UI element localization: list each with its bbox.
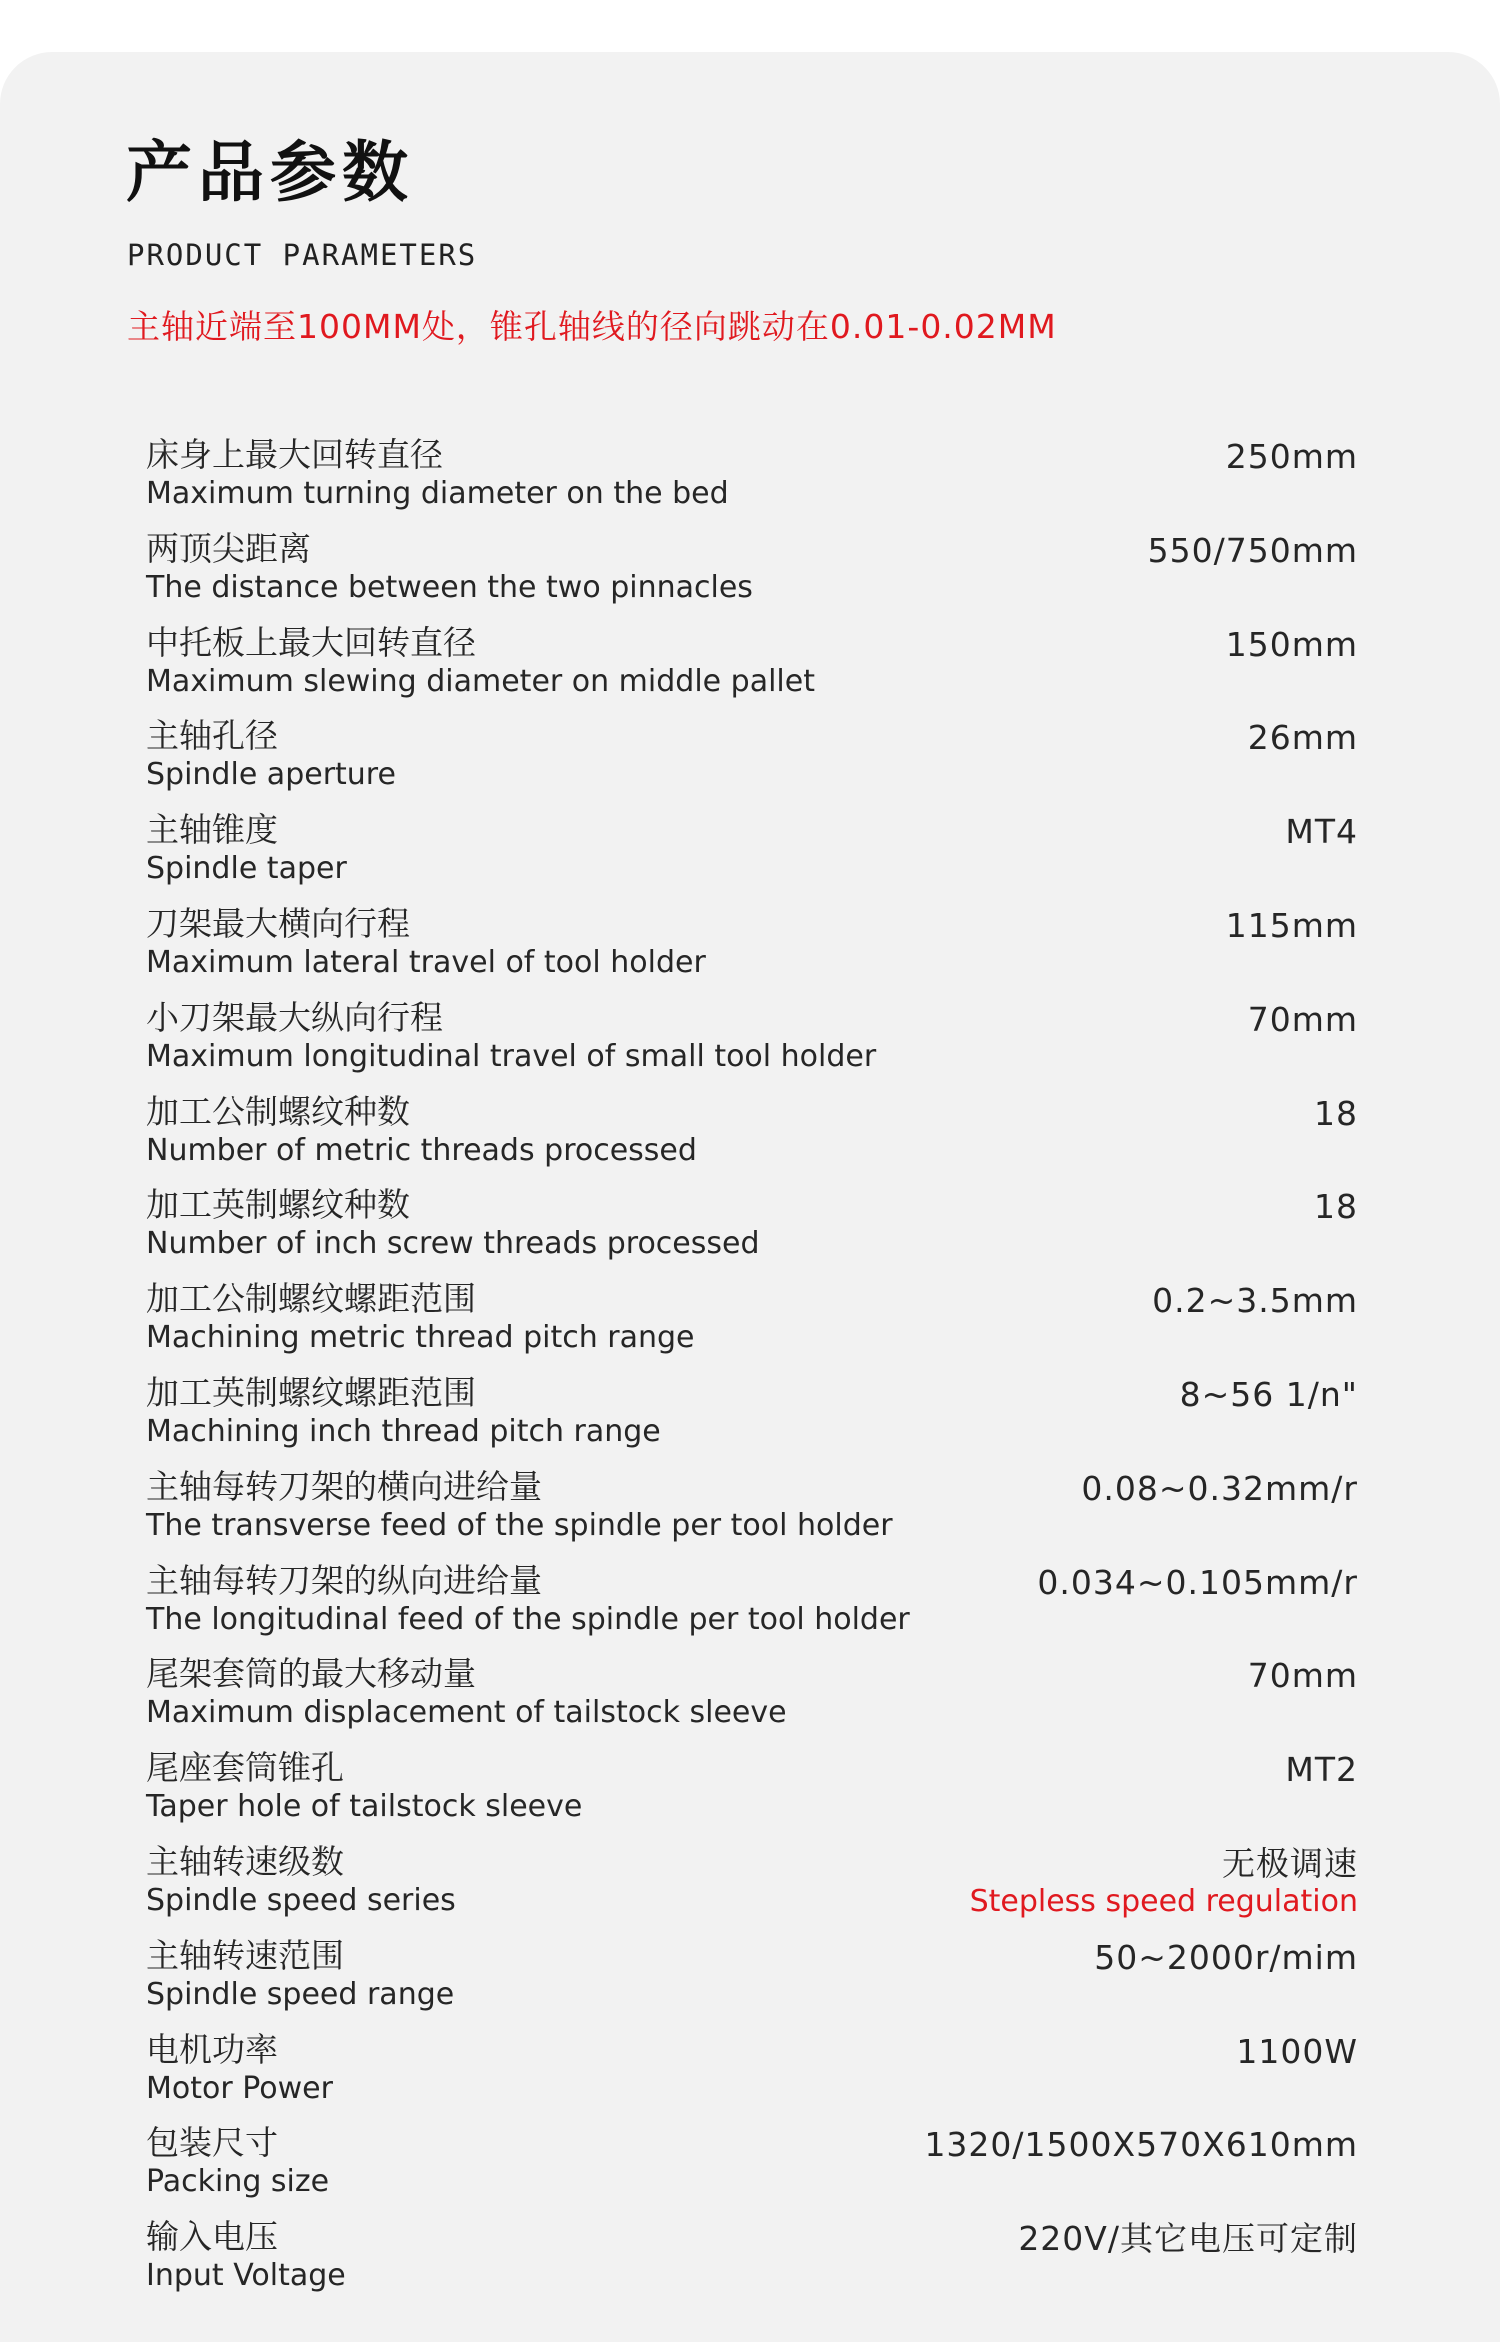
param-name-en: Spindle aperture	[146, 757, 396, 793]
spindle-runout-notice: 主轴近端至100MM处，锥孔轴线的径向跳动在0.01-0.02MM	[127, 307, 1057, 346]
param-name-cn: 加工公制螺纹种数	[146, 1091, 410, 1131]
param-value: 0.034~0.105mm/r	[1037, 1562, 1358, 1602]
param-row	[146, 1933, 1358, 2027]
param-name-cn: 加工英制螺纹种数	[146, 1185, 410, 1225]
param-row	[146, 1651, 1358, 1745]
param-value: 8~56 1/n"	[1179, 1374, 1358, 1414]
param-name-cn: 尾架套筒的最大移动量	[146, 1654, 476, 1694]
param-name-en: Spindle speed series	[146, 1882, 456, 1918]
param-row	[146, 1089, 1358, 1183]
param-name-cn: 主轴孔径	[146, 716, 278, 756]
param-row	[146, 1464, 1358, 1558]
param-value: MT4	[1285, 812, 1358, 852]
param-name-en: Taper hole of tailstock sleeve	[146, 1789, 583, 1825]
param-name-cn: 中托板上最大回转直径	[146, 622, 476, 662]
param-value: 220V/其它电压可定制	[1018, 2219, 1358, 2259]
param-row	[146, 1558, 1358, 1652]
page-title: 产品参数	[126, 134, 414, 211]
param-name-en: Number of metric threads processed	[146, 1132, 697, 1168]
param-name-cn: 床身上最大回转直径	[146, 435, 443, 474]
param-name-en: Maximum displacement of tailstock sleeve	[146, 1695, 787, 1731]
param-row	[146, 620, 1358, 714]
param-name-cn: 刀架最大横向行程	[146, 903, 410, 943]
param-value: 无极调速	[1222, 1843, 1358, 1883]
param-name-en: Motor Power	[146, 2070, 333, 2106]
param-value: MT2	[1285, 1750, 1358, 1790]
param-name-cn: 电机功率	[146, 2029, 278, 2069]
param-value: 1320/1500X570X610mm	[924, 2125, 1358, 2165]
param-value: 115mm	[1225, 905, 1358, 945]
param-row	[146, 807, 1358, 901]
param-name-en: The distance between the two pinnacles	[146, 569, 753, 605]
param-name-cn: 尾座套筒锥孔	[146, 1748, 344, 1788]
param-name-en: Spindle taper	[146, 851, 347, 887]
param-name-cn: 包装尺寸	[146, 2123, 278, 2163]
param-name-en: Maximum turning diameter on the bed	[146, 476, 729, 511]
param-name-cn: 主轴转速范围	[146, 1935, 344, 1975]
param-value: 26mm	[1247, 718, 1358, 758]
param-row	[146, 1182, 1358, 1276]
param-value: 550/750mm	[1147, 530, 1358, 570]
param-value: 70mm	[1247, 999, 1358, 1039]
param-value: 70mm	[1247, 1656, 1358, 1696]
param-name-en: Input Voltage	[146, 2258, 346, 2294]
param-name-cn: 小刀架最大纵向行程	[146, 997, 443, 1037]
param-row	[146, 526, 1358, 620]
param-value: 50~2000r/mim	[1094, 1937, 1358, 1977]
param-name-en: Maximum slewing diameter on middle pallet	[146, 663, 815, 699]
param-value-en: Stepless speed regulation	[969, 1883, 1358, 1919]
param-name-en: Maximum longitudinal travel of small tool holder	[146, 1038, 877, 1074]
param-name-cn: 主轴每转刀架的横向进给量	[146, 1466, 542, 1506]
param-name-cn: 主轴每转刀架的纵向进给量	[146, 1560, 542, 1600]
param-name-cn: 主轴转速级数	[146, 1841, 344, 1881]
param-value: 250mm	[1225, 437, 1358, 476]
param-name-en: Maximum lateral travel of tool holder	[146, 944, 706, 980]
param-row	[146, 1370, 1358, 1464]
param-name-cn: 加工英制螺纹螺距范围	[146, 1372, 476, 1412]
param-row	[146, 901, 1358, 995]
param-name-cn: 加工公制螺纹螺距范围	[146, 1279, 476, 1319]
param-value: 0.2~3.5mm	[1152, 1281, 1358, 1321]
param-value: 0.08~0.32mm/r	[1081, 1468, 1358, 1508]
param-name-en: Machining metric thread pitch range	[146, 1320, 695, 1356]
param-name-en: Spindle speed range	[146, 1976, 455, 2012]
param-value: 1100W	[1236, 2031, 1358, 2071]
param-value: 150mm	[1225, 624, 1358, 664]
param-name-cn: 两顶尖距离	[146, 528, 311, 568]
param-value: 18	[1314, 1187, 1358, 1227]
param-row	[146, 432, 1358, 526]
param-row	[146, 995, 1358, 1089]
param-row	[146, 713, 1358, 807]
param-row	[146, 1745, 1358, 1839]
param-name-en: Machining inch thread pitch range	[146, 1413, 661, 1449]
param-name-cn: 输入电压	[146, 2217, 278, 2257]
param-row	[146, 1839, 1358, 1933]
param-value: 18	[1314, 1093, 1358, 1133]
param-name-en: The longitudinal feed of the spindle per tool holder	[146, 1601, 910, 1637]
param-name-en: Number of inch screw threads processed	[146, 1226, 760, 1262]
param-name-cn: 主轴锥度	[146, 810, 278, 850]
param-name-en: Packing size	[146, 2164, 330, 2200]
param-row	[146, 1276, 1358, 1370]
param-name-en: The transverse feed of the spindle per tool holder	[146, 1507, 893, 1543]
parameters-list	[146, 432, 1358, 2308]
page-subtitle: PRODUCT PARAMETERS	[127, 238, 478, 272]
param-row	[146, 2027, 1358, 2121]
param-row	[146, 2214, 1358, 2308]
param-row	[146, 2120, 1358, 2214]
